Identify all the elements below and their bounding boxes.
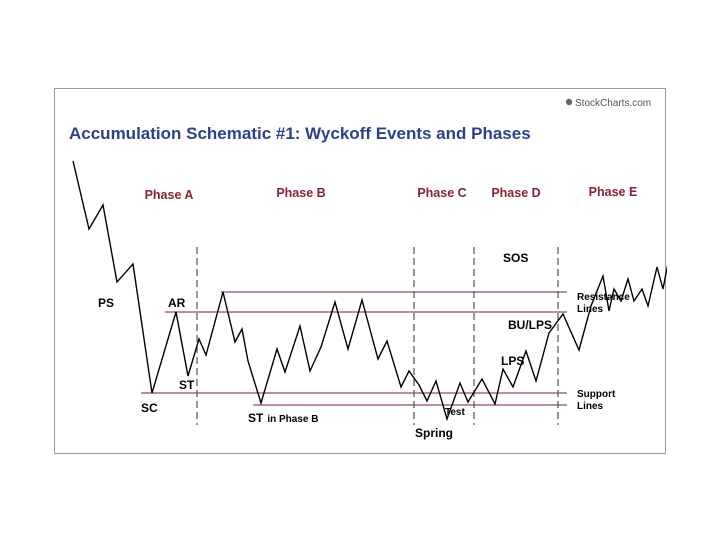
credit-text: StockCharts.com xyxy=(575,98,652,109)
phase-c-label: Phase C xyxy=(417,186,467,200)
support-label-1: Support xyxy=(577,389,616,400)
diagram-title: Accumulation Schematic #1: Wyckoff Events and Phases xyxy=(69,124,531,143)
event-ps: PS xyxy=(98,296,115,310)
stockcharts-credit xyxy=(566,98,651,109)
phase-d-label: Phase D xyxy=(491,186,541,200)
phase-b-label: Phase B xyxy=(276,186,326,200)
copyright-icon xyxy=(566,99,572,105)
wyckoff-diagram xyxy=(55,89,667,455)
st-phase-b-small: in Phase B xyxy=(267,414,319,425)
event-ar: AR xyxy=(168,296,186,310)
resistance-label-1: Resistance xyxy=(577,292,630,303)
event-bu-lps: BU/LPS xyxy=(508,318,553,332)
phase-e-label: Phase E xyxy=(588,185,638,199)
event-test: Test xyxy=(445,407,465,418)
event-lps: LPS xyxy=(501,354,525,368)
resistance-label-2: Lines xyxy=(577,304,604,315)
event-sc: SC xyxy=(141,401,158,415)
diagram-frame xyxy=(54,88,666,454)
event-sos: SOS xyxy=(503,251,529,265)
event-st-phase-b xyxy=(248,411,318,425)
event-spring: Spring xyxy=(415,426,453,440)
event-st: ST xyxy=(179,378,195,392)
support-label-2: Lines xyxy=(577,401,604,412)
st-phase-b-main: ST xyxy=(248,411,264,425)
phase-a-label: Phase A xyxy=(144,188,194,202)
